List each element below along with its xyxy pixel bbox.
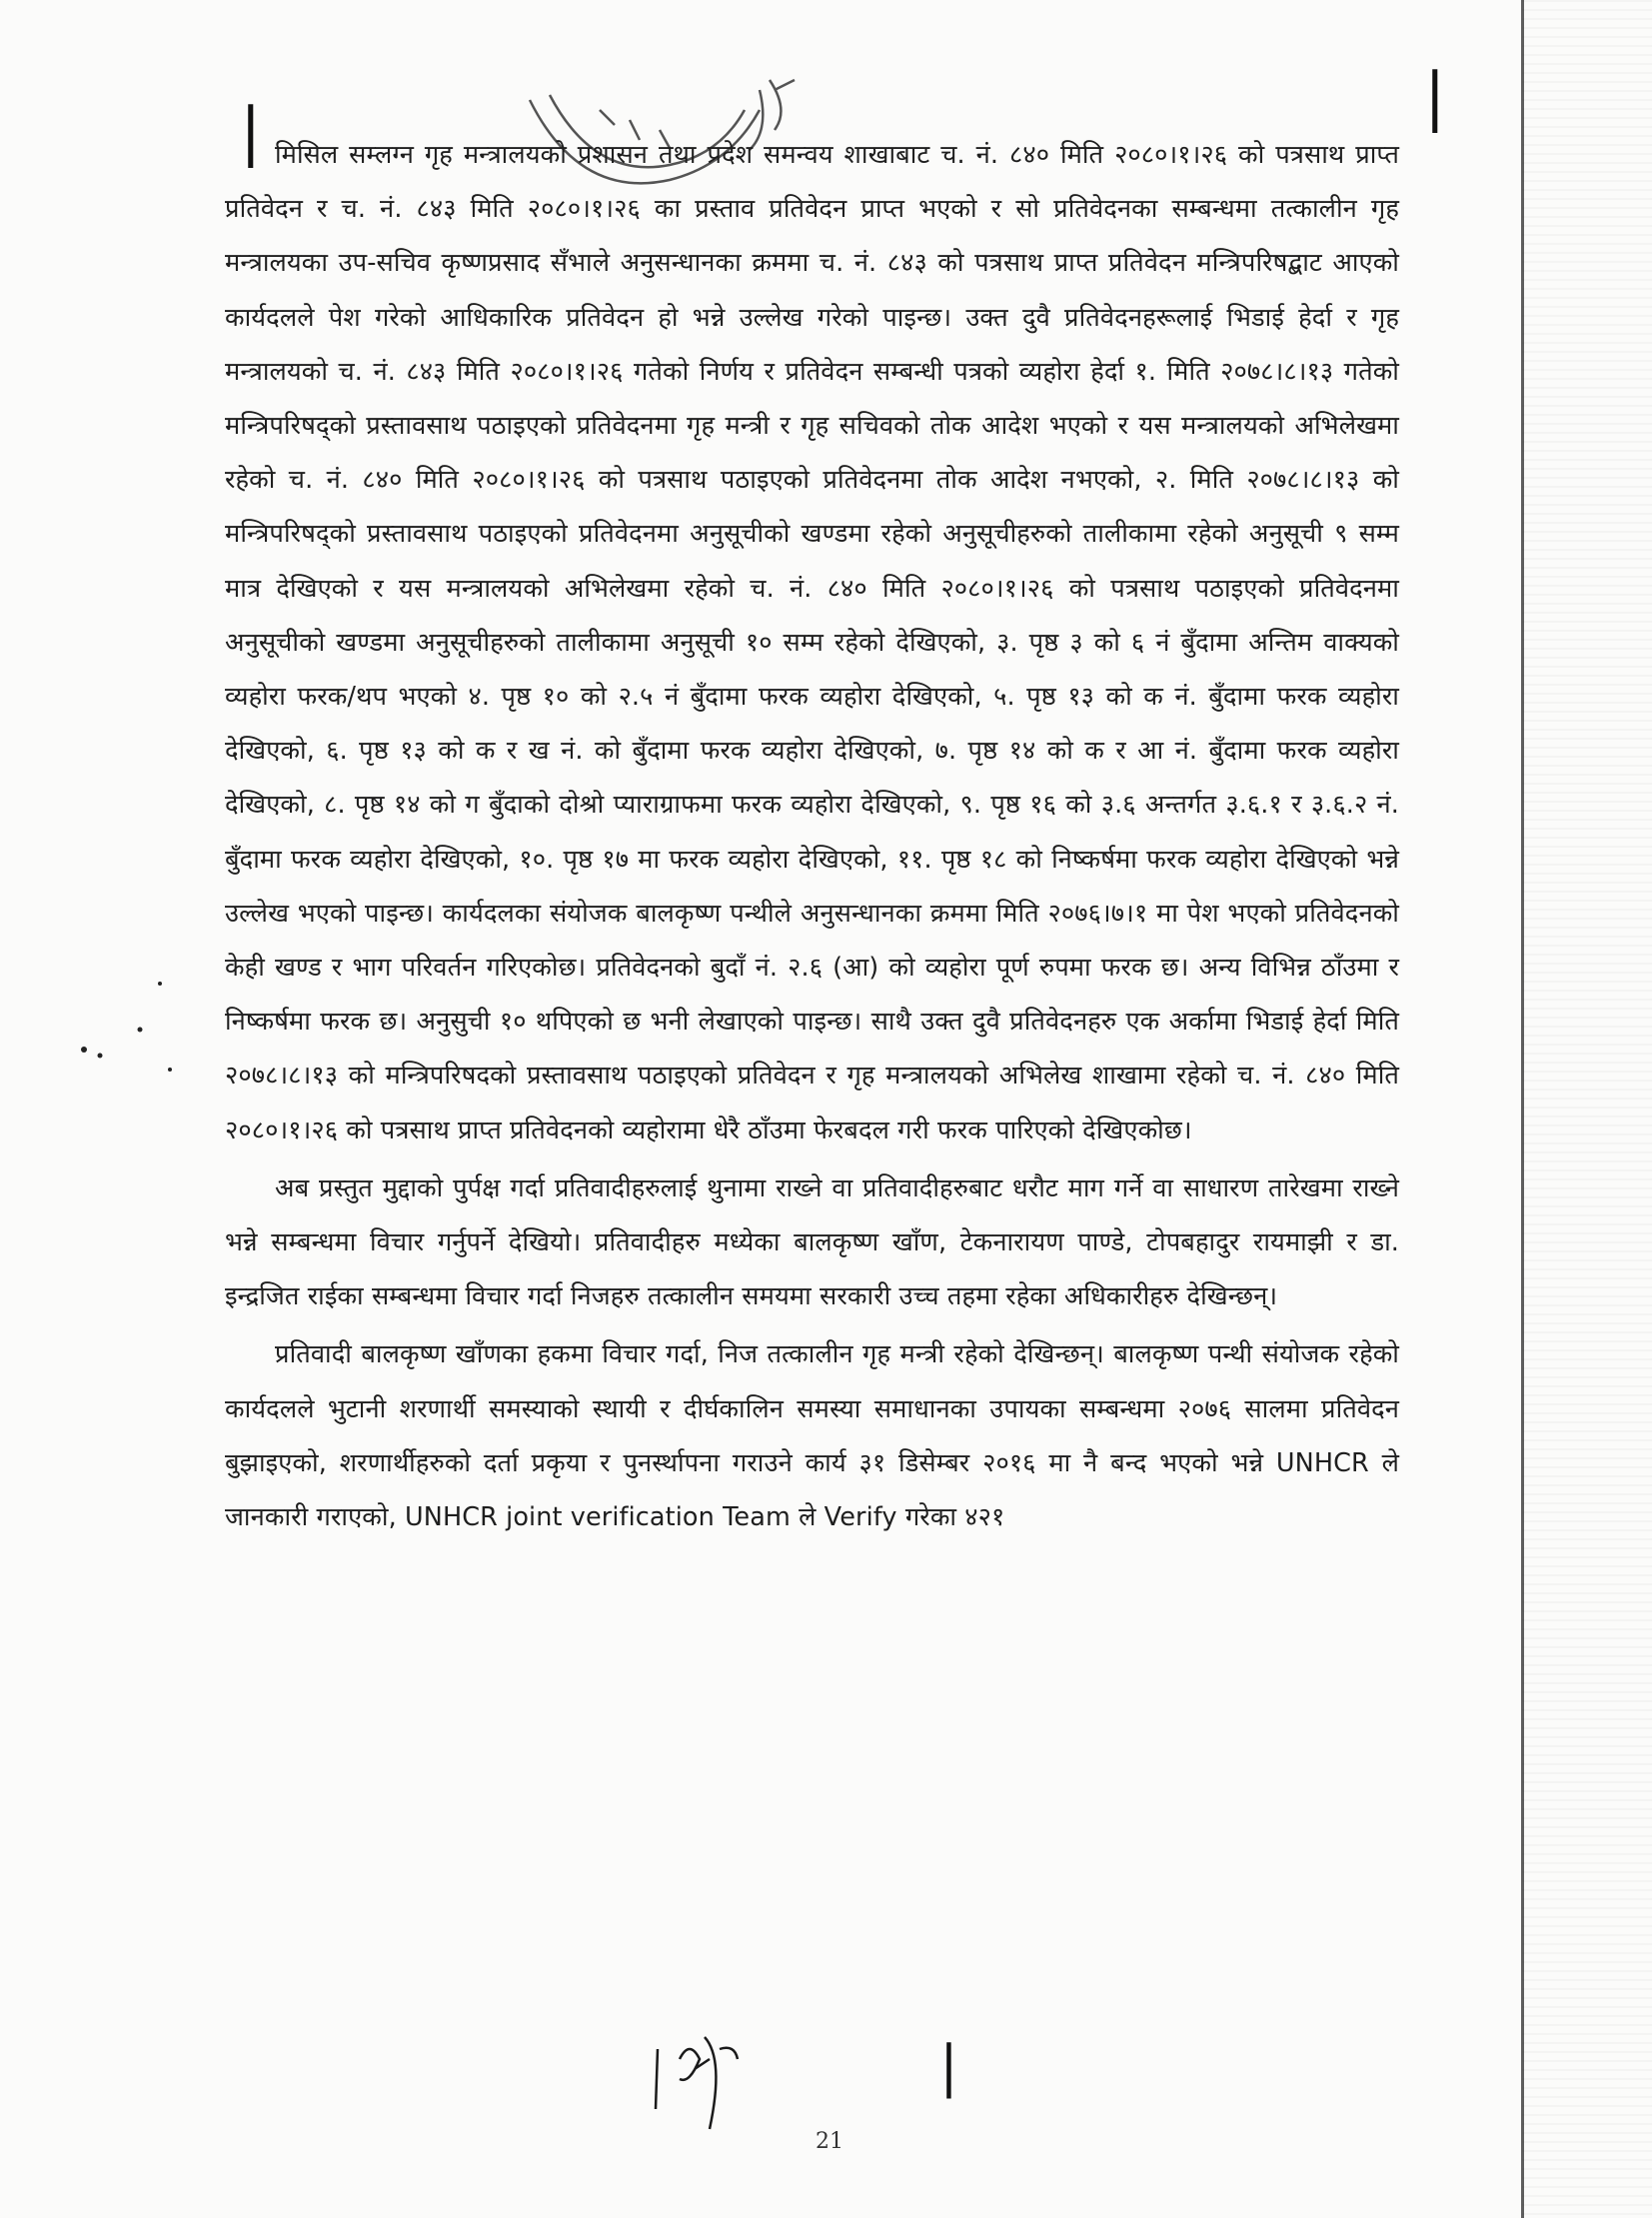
signature-initials	[650, 2029, 740, 2139]
scan-edge-noise	[1522, 0, 1652, 2218]
paragraph-3: प्रतिवादी बालकृष्ण खाँणका हकमा विचार गर्दा, निज तत्कालीन गृह मन्त्री रहेको देखिन्छन्। बालकृष्ण पन्थी संयोजक रहेको कार्यदलले भुटानी शरणार्थी समस्याको स्थायी र दीर्घकालिन समस्या समाधानका उपायका सम्बन्धमा २०७६ सालमा प्रतिवेदन बुझाइएको, शरणार्थीहरुको दर्ता प्रकृया र पुनर्स्थापना गराउने कार्य ३१ डिसेम्बर २०१६ मा नै बन्द भएको भन्ने UNHCR ले जानकारी गराएको, UNHCR joint verification Team ले Verify गरेका ४२१	[225, 1339, 1399, 1533]
document-body	[225, 128, 1399, 1548]
right-bracket-mark: |	[1424, 60, 1446, 134]
scan-edge-line	[1521, 0, 1524, 2218]
paragraph-1: मिसिल सम्लग्न गृह मन्त्रालयको प्रशासन तथा प्रदेश समन्वय शाखाबाट च. नं. ८४० मिति २०८०।१।२६ को पत्रसाथ प्राप्त प्रतिवेदन र च. नं. ८४३ मिति २०८०।१।२६ का प्रस्ताव प्रतिवेदन प्राप्त भएको र सो प्रतिवेदनका सम्बन्धमा तत्कालीन गृह मन्त्रालयका उप-सचिव कृष्णप्रसाद सँभाले अनुसन्धानका क्रममा च. नं. ८४३ को पत्रसाथ प्राप्त प्रतिवेदन मन्त्रिपरिषद्बाट आएको कार्यदलले पेश गरेको आधिकारिक प्रतिवेदन हो भन्ने उल्लेख गरेको पाइन्छ। उक्त दुवै प्रतिवेदनहरूलाई भिडाई हेर्दा र गृह मन्त्रालयको च. नं. ८४३ मिति २०८०।१।२६ गतेको निर्णय र प्रतिवेदन सम्बन्धी पत्रको व्यहोरा हेर्दा १. मिति २०७८।८।१३ गतेको मन्त्रिपरिषद्को प्रस्तावसाथ पठाइएको प्रतिवेदनमा गृह मन्त्री र गृह सचिवको तोक आदेश भएको र यस मन्त्रालयको अभिलेखमा रहेको च. नं. ८४० मिति २०८०।१।२६ को पत्रसाथ पठाइएको प्रतिवेदनमा तोक आदेश नभएको, २. मिति २०७८।८।१३ को मन्त्रिपरिषद्को प्रस्तावसाथ पठाइएको प्रतिवेदनमा अनुसूचीको खण्डमा रहेको अनुसूचीहरुको तालीकामा रहेको अनुसूची ९ सम्म मात्र देखिएको र यस मन्त्रालयको अभिलेखमा रहेको च. नं. ८४० मिति २०८०।१।२६ को पत्रसाथ पठाइएको प्रतिवेदनमा अनुसूचीको खण्डमा अनुसूचीहरुको तालीकामा अनुसूची १० सम्म रहेको देखिएको, ३. पृष्ठ ३ को ६ नं बुँदामा अन्तिम वाक्यको व्यहोरा फरक/थप भएको ४. पृष्ठ १० को २.५ नं बुँदामा फरक व्यहोरा देखिएको, ५. पृष्ठ १३ को क नं. बुँदामा फरक व्यहोरा देखिएको, ६. पृष्ठ १३ को क र ख नं. को बुँदामा फरक व्यहोरा देखिएको, ७. पृष्ठ १४ को क र आ नं. बुँदामा फरक व्यहोरा देखिएको, ८. पृष्ठ १४ को ग बुँदाको दोश्रो प्याराग्राफमा फरक व्यहोरा देखिएको, ९. पृष्ठ १६ को ३.६ अन्तर्गत ३.६.१ र ३.६.२ नं. बुँदामा फरक व्यहोरा देखिएको, १०. पृष्ठ १७ मा फरक व्यहोरा देखिएको, ११. पृष्ठ १८ को निष्कर्षमा फरक व्यहोरा देखिएको भन्ने उल्लेख भएको पाइन्छ। कार्यदलका संयोजक बालकृष्ण पन्थीले अनुसन्धानका क्रममा मिति २०७६।७।१ मा पेश भएको प्रतिवेदनको केही खण्ड र भाग परिवर्तन गरिएकोछ। प्रतिवेदनको बुदाँ नं. २.६ (आ) को व्यहोरा पूर्ण रुपमा फरक छ। अन्य विभिन्न ठाँउमा र निष्कर्षमा फरक छ। अनुसुची १० थपिएको छ भनी लेखाएको पाइन्छ। साथै उक्त दुवै प्रतिवेदनहरु एक अर्कामा भिडाई हेर्दा मिति २०७८।८।१३ को मन्त्रिपरिषदको प्रस्तावसाथ पठाइएको प्रतिवेदन र गृह मन्त्रालयको अभिलेख शाखामा रहेको च. नं. ८४० मिति २०८०।१।२६ को पत्रसाथ प्राप्त प्रतिवेदनको व्यहोरामा धेरै ठाँउमा फेरबदल गरी फरक पारिएको देखिएकोछ।	[225, 140, 1399, 1145]
scan-speckle-marks	[70, 960, 180, 1080]
page-number: 21	[816, 2129, 843, 2154]
left-bracket-mark: |	[240, 95, 262, 169]
paragraph-2: अब प्रस्तुत मुद्दाको पुर्पक्ष गर्दा प्रतिवादीहरुलाई थुनामा राख्ने वा प्रतिवादीहरुबाट धरौट माग गर्ने वा साधारण तारेखमा राख्ने भन्ने सम्बन्धमा विचार गर्नुपर्ने देखियो। प्रतिवादीहरु मध्येका बालकृष्ण खाँण, टेकनारायण पाण्डे, टोपबहादुर रायमाझी र डा. इन्द्रजित राईका सम्बन्धमा विचार गर्दा निजहरु तत्कालीन समयमा सरकारी उच्च तहमा रहेका अधिकारीहरु देखिन्छन्।	[225, 1172, 1399, 1312]
bottom-right-mark: |	[939, 2034, 958, 2099]
